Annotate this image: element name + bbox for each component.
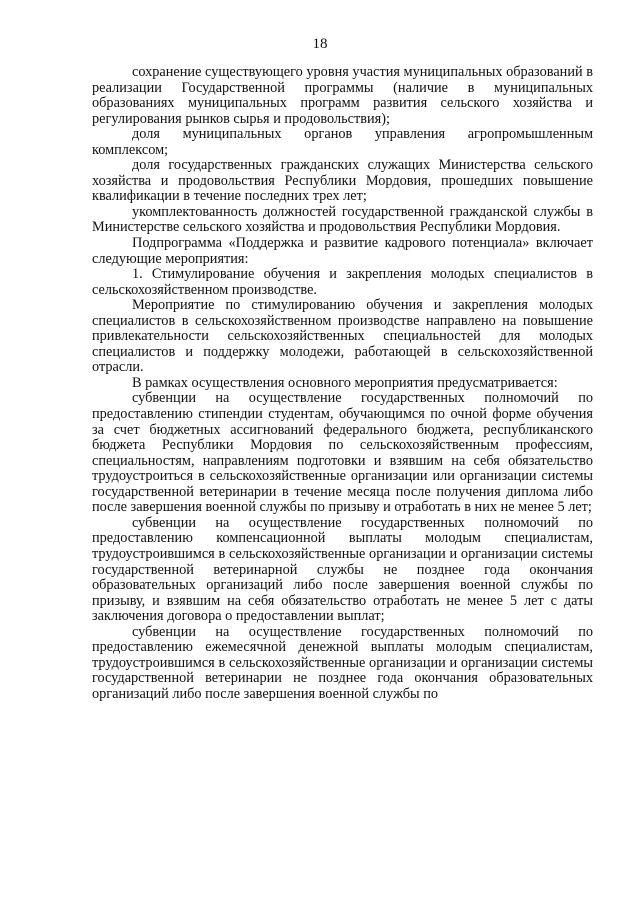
paragraph: субвенции на осуществление государственных полномочий по предоставлению стипендии студентам, обучающимся по очной форме обучения за счет бюджетных ассигнований федерального бюджета, республиканского бюджета Республики Мордовия по сельскохозяйственным профессиям, специальностям, направлениям подготовки и взявшим на себя обязательство трудоустроиться в сельскохозяйственные организации или организации системы государственной ветеринарии в течение месяца после получения диплома либо после завершения военной службы по призыву и отработать в них не менее 5 лет; bbox=[92, 390, 593, 516]
paragraph: доля муниципальных органов управления агропромышленным комплексом; bbox=[92, 126, 593, 158]
paragraph: В рамках осуществления основного мероприятия предусматривается: bbox=[132, 374, 558, 391]
paragraph: субвенции на осуществление государственных полномочий по предоставлению компенсационной выплаты молодым специалистам, трудоустроившимся в сельскохозяйственные организации и организации системы государственной ветеринарной службы не позднее года окончания образовательных организаций либо после завершения военной службы по призыву, и взявшим на себя обязательство отработать не менее 5 лет с даты заключения договора о предоставлении выплат; bbox=[92, 514, 593, 625]
paragraph: Подпрограмма «Поддержка и развитие кадрового потенциала» включает следующие мероприятия: bbox=[92, 235, 593, 267]
paragraph: субвенции на осуществление государственных полномочий по предоставлению ежемесячной денежной выплаты молодым специалистам, трудоустроившимся в сельскохозяйственные организации и организации системы государственной ветеринарии не позднее года окончания образовательных организаций либо после завершения военной службы по bbox=[92, 623, 593, 702]
document-body bbox=[92, 65, 593, 702]
paragraph: укомплектованность должностей государственной гражданской службы в Министерстве сельского хозяйства и продовольствия Республики Мордовия. bbox=[92, 203, 593, 236]
page-number: 18 bbox=[312, 36, 328, 52]
paragraph: 1. Стимулирование обучения и закрепления молодых специалистов в сельскохозяйственном производстве. bbox=[92, 266, 593, 298]
paragraph: сохранение существующего уровня участия муниципальных образований в реализации Государственной программы (наличие в муниципальных образованиях муниципальных программ развития сельского хозяйства и регулирования рынков сырья и продовольствия); bbox=[92, 64, 593, 127]
paragraph: Мероприятие по стимулированию обучения и закрепления молодых специалистов в сельскохозяйственном производстве направлено на повышение привлекательности сельскохозяйственных специальностей для молодых специалистов и поддержку молодежи, работающей в сельскохозяйственной отрасли. bbox=[92, 297, 593, 376]
paragraph: доля государственных гражданских служащих Министерства сельского хозяйства и продовольствия Республики Мордовия, прошедших повышение квалификации в течение последних трех лет; bbox=[92, 157, 593, 205]
